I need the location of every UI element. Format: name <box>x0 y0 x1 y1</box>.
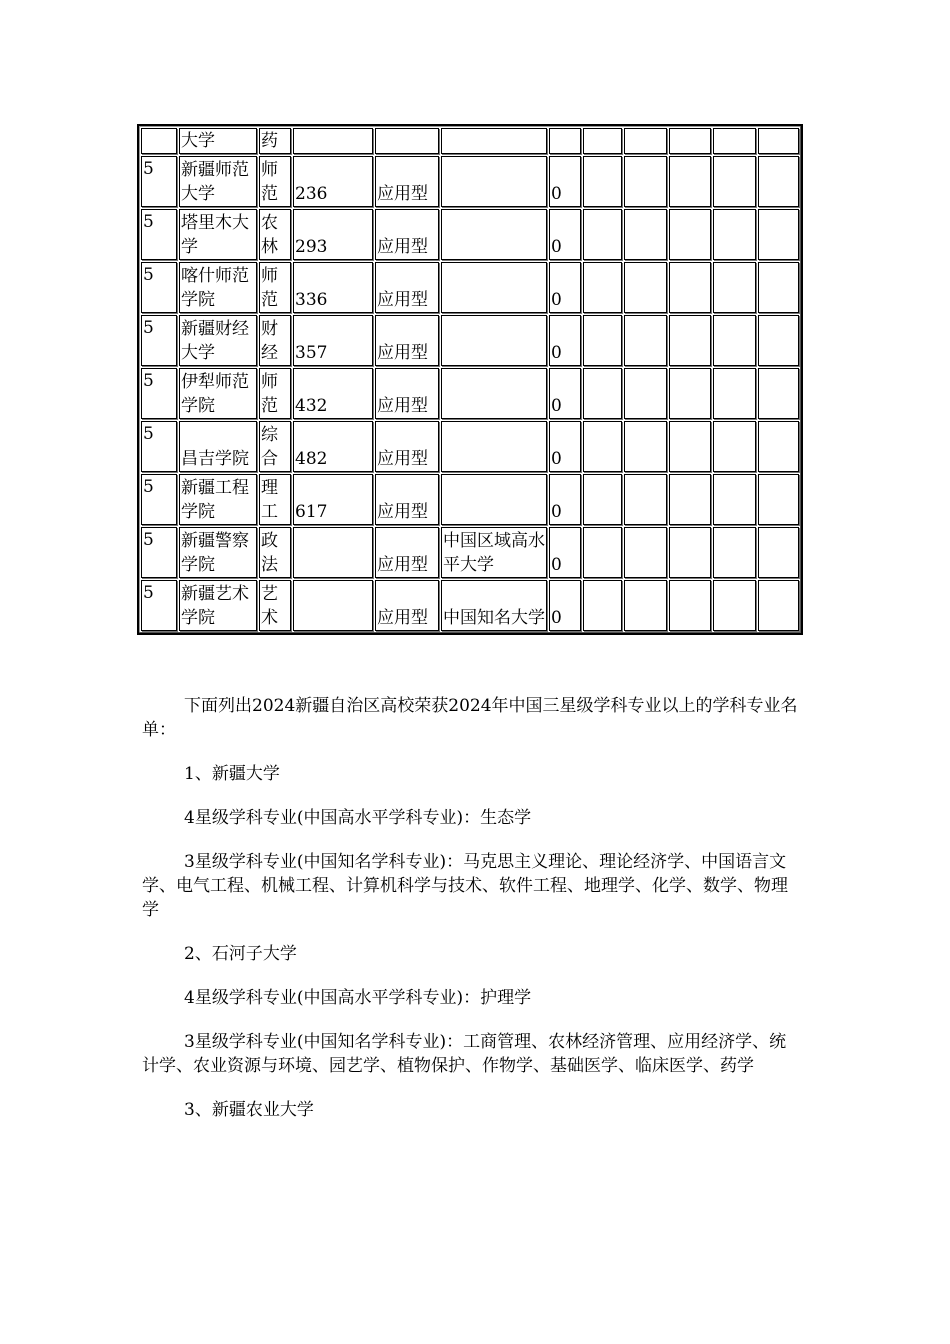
paragraph-three-star: 3星级学科专业(中国知名学科专业)：工商管理、农林经济管理、应用经济学、统计学、农业资源与环境、园艺学、植物保护、作物学、基础医学、临床医学、药学 <box>142 1032 787 1076</box>
empty-cell <box>758 128 799 154</box>
table-row <box>141 315 799 366</box>
level-cell <box>441 156 547 207</box>
empty-cell <box>583 262 622 313</box>
category-cell: 艺术 <box>259 580 291 631</box>
empty-cell <box>713 209 756 260</box>
table-row <box>141 421 799 472</box>
level-cell <box>441 128 547 154</box>
score-cell: 336 <box>293 262 373 313</box>
empty-cell <box>758 156 799 207</box>
empty-cell <box>669 262 711 313</box>
table-body <box>141 128 799 631</box>
empty-cell <box>713 315 756 366</box>
score-cell: 236 <box>293 156 373 207</box>
empty-cell <box>758 421 799 472</box>
empty-cell <box>669 474 711 525</box>
category-cell: 政法 <box>259 527 291 578</box>
empty-cell <box>624 368 667 419</box>
level-cell <box>441 209 547 260</box>
category-cell: 农林 <box>259 209 291 260</box>
university-name-cell: 喀什师范学院 <box>179 262 257 313</box>
empty-cell <box>583 421 622 472</box>
university-ranking-table <box>137 124 803 635</box>
type-cell: 应用型 <box>375 580 439 631</box>
category-cell: 综合 <box>259 421 291 472</box>
university-name-cell: 昌吉学院 <box>179 421 257 472</box>
category-cell: 师范 <box>259 262 291 313</box>
empty-cell <box>624 262 667 313</box>
empty-cell <box>583 474 622 525</box>
empty-cell <box>624 527 667 578</box>
score-cell <box>293 527 373 578</box>
count-cell: 0 <box>549 315 581 366</box>
heading-shihezi-university: 2、石河子大学 <box>184 944 297 964</box>
heading-xinjiang-agricultural-university: 3、新疆农业大学 <box>184 1100 314 1120</box>
empty-cell <box>624 128 667 154</box>
rank-cell: 5 <box>141 580 177 631</box>
empty-cell <box>713 156 756 207</box>
category-cell: 药 <box>259 128 291 154</box>
table-row <box>141 474 799 525</box>
table-row <box>141 128 799 154</box>
rank-cell: 5 <box>141 315 177 366</box>
empty-cell <box>713 474 756 525</box>
empty-cell <box>758 368 799 419</box>
paragraph-intro: 下面列出2024新疆自治区高校荣获2024年中国三星级学科专业以上的学科专业名单： <box>142 696 798 740</box>
university-name-cell: 大学 <box>179 128 257 154</box>
paragraph-four-star: 4星级学科专业(中国高水平学科专业)：护理学 <box>184 988 532 1008</box>
rank-cell <box>141 128 177 154</box>
score-cell: 617 <box>293 474 373 525</box>
level-cell: 中国区域高水平大学 <box>441 527 547 578</box>
empty-cell <box>624 209 667 260</box>
table-row <box>141 580 799 631</box>
empty-cell <box>583 128 622 154</box>
category-cell: 师范 <box>259 368 291 419</box>
empty-cell <box>758 527 799 578</box>
university-name-cell: 新疆财经大学 <box>179 315 257 366</box>
score-cell: 482 <box>293 421 373 472</box>
category-cell: 理工 <box>259 474 291 525</box>
university-name-cell: 新疆师范大学 <box>179 156 257 207</box>
count-cell: 0 <box>549 262 581 313</box>
empty-cell <box>583 527 622 578</box>
empty-cell <box>624 580 667 631</box>
type-cell: 应用型 <box>375 209 439 260</box>
empty-cell <box>583 368 622 419</box>
level-cell <box>441 315 547 366</box>
empty-cell <box>669 128 711 154</box>
empty-cell <box>713 580 756 631</box>
empty-cell <box>669 580 711 631</box>
paragraph-three-star: 3星级学科专业(中国知名学科专业)：马克思主义理论、理论经济学、中国语言文学、电气工程、机械工程、计算机科学与技术、软件工程、地理学、化学、数学、物理学 <box>142 852 788 920</box>
count-cell: 0 <box>549 474 581 525</box>
level-cell: 中国知名大学 <box>441 580 547 631</box>
empty-cell <box>758 209 799 260</box>
empty-cell <box>669 156 711 207</box>
empty-cell <box>758 262 799 313</box>
paragraph-four-star: 4星级学科专业(中国高水平学科专业)：生态学 <box>184 808 532 828</box>
rank-cell: 5 <box>141 474 177 525</box>
type-cell: 应用型 <box>375 368 439 419</box>
empty-cell <box>583 209 622 260</box>
level-cell <box>441 262 547 313</box>
empty-cell <box>624 156 667 207</box>
count-cell: 0 <box>549 368 581 419</box>
empty-cell <box>669 527 711 578</box>
empty-cell <box>713 128 756 154</box>
count-cell: 0 <box>549 156 581 207</box>
empty-cell <box>669 421 711 472</box>
empty-cell <box>758 474 799 525</box>
empty-cell <box>624 421 667 472</box>
rank-cell: 5 <box>141 527 177 578</box>
score-cell: 432 <box>293 368 373 419</box>
rank-cell: 5 <box>141 262 177 313</box>
empty-cell <box>758 315 799 366</box>
table-row <box>141 156 799 207</box>
type-cell <box>375 128 439 154</box>
score-cell: 293 <box>293 209 373 260</box>
category-cell: 师范 <box>259 156 291 207</box>
count-cell: 0 <box>549 580 581 631</box>
university-name-cell: 新疆艺术学院 <box>179 580 257 631</box>
table-row <box>141 209 799 260</box>
table-row <box>141 262 799 313</box>
empty-cell <box>669 368 711 419</box>
university-name-cell: 塔里木大学 <box>179 209 257 260</box>
rank-cell: 5 <box>141 368 177 419</box>
type-cell: 应用型 <box>375 474 439 525</box>
level-cell <box>441 474 547 525</box>
level-cell <box>441 368 547 419</box>
type-cell: 应用型 <box>375 262 439 313</box>
empty-cell <box>758 580 799 631</box>
empty-cell <box>583 315 622 366</box>
university-name-cell: 新疆工程学院 <box>179 474 257 525</box>
score-cell: 357 <box>293 315 373 366</box>
empty-cell <box>713 527 756 578</box>
article-body <box>142 694 798 1142</box>
count-cell: 0 <box>549 209 581 260</box>
type-cell: 应用型 <box>375 156 439 207</box>
score-cell <box>293 128 373 154</box>
empty-cell <box>713 421 756 472</box>
rank-cell: 5 <box>141 209 177 260</box>
count-cell <box>549 128 581 154</box>
rank-cell: 5 <box>141 421 177 472</box>
empty-cell <box>583 156 622 207</box>
university-name-cell: 新疆警察学院 <box>179 527 257 578</box>
rank-cell: 5 <box>141 156 177 207</box>
empty-cell <box>583 580 622 631</box>
empty-cell <box>713 262 756 313</box>
empty-cell <box>624 315 667 366</box>
empty-cell <box>669 209 711 260</box>
score-cell <box>293 580 373 631</box>
empty-cell <box>669 315 711 366</box>
type-cell: 应用型 <box>375 527 439 578</box>
empty-cell <box>624 474 667 525</box>
category-cell: 财经 <box>259 315 291 366</box>
heading-xinjiang-university: 1、新疆大学 <box>184 764 280 784</box>
type-cell: 应用型 <box>375 421 439 472</box>
table-row <box>141 368 799 419</box>
count-cell: 0 <box>549 421 581 472</box>
empty-cell <box>713 368 756 419</box>
table-row <box>141 527 799 578</box>
type-cell: 应用型 <box>375 315 439 366</box>
level-cell <box>441 421 547 472</box>
university-name-cell: 伊犁师范学院 <box>179 368 257 419</box>
count-cell: 0 <box>549 527 581 578</box>
